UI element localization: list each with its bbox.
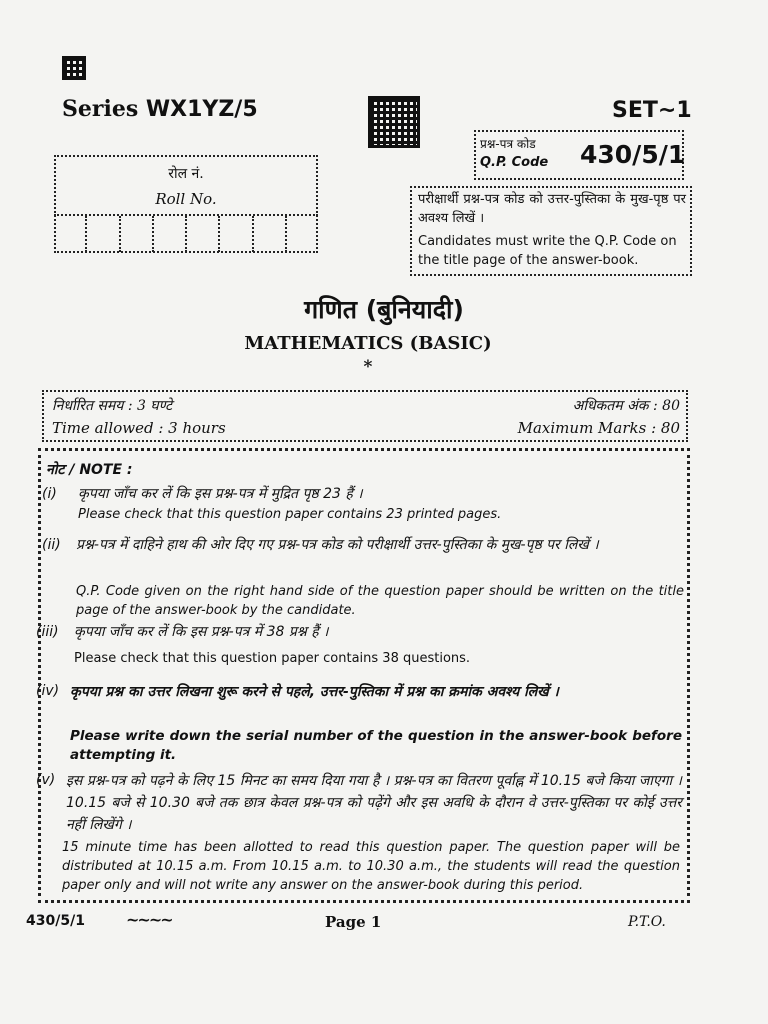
subject-title: MATHEMATICS (BASIC)	[244, 333, 492, 354]
note-text: Please write down the serial number of the question in the answer-book before attempting it.	[70, 728, 682, 763]
series-code: WX1YZ/5	[145, 97, 258, 122]
subject-title-hindi: गणित (बुनियादी)	[304, 295, 464, 324]
roll-label-hindi: रोल नं.	[168, 166, 204, 182]
qr-code	[368, 96, 420, 148]
please-turn-over: P.T.O.	[628, 914, 666, 930]
note-number: (iii)	[36, 624, 59, 640]
roll-cell	[154, 216, 187, 252]
footer-ornament: ~~~~	[126, 910, 172, 929]
qp-code-label: Q.P. Code	[480, 155, 549, 170]
roll-cell	[187, 216, 220, 252]
roll-cell	[287, 216, 318, 252]
roll-cell	[54, 216, 87, 252]
note-number: (iv)	[36, 683, 60, 699]
note-text-hindi: प्रश्न-पत्र में दाहिने हाथ की ओर दिए गए प्रश्न-पत्र कोड को परीक्षार्थी उत्तर-पुस्तिका के मुख-पृष्ठ पर लिखें ।	[76, 537, 599, 553]
qp-code-value: 430/5/1	[580, 140, 686, 169]
maximum-marks-hindi: अधिकतम अंक : 80	[572, 398, 680, 414]
note-text-hindi: कृपया जाँच कर लें कि इस प्रश्न-पत्र में 38 प्रश्न हैं ।	[74, 624, 329, 640]
note-text-hindi: कृपया प्रश्न का उत्तर लिखना शुरू करने से पहले, उत्तर-पुस्तिका में प्रश्न का क्रमांक अवश्य लिखें ।	[70, 684, 559, 700]
note-text-hindi: कृपया जाँच कर लें कि इस प्रश्न-पत्र में मुद्रित पृष्ठ 23 हैं ।	[78, 486, 363, 502]
footer-qp-code: 430/5/1	[26, 913, 85, 929]
series-label: Series	[62, 96, 139, 122]
note-number: (ii)	[42, 537, 61, 553]
note-text: Please check that this question paper contains 38 questions.	[74, 651, 471, 666]
note-text-hindi: इस प्रश्न-पत्र को पढ़ने के लिए 15 मिनट का समय दिया गया है । प्रश्न-पत्र का वितरण पूर्वाह्न में 10.15 बजे किया जाएगा । 10.15 बजे से 10.30 बजे तक छात्र केवल प्रश्न-पत्र को पढ़ेंगे और इस अवधि के दौरान वे उत्तर-पुस्तिका पर कोई उत्तर नहीं लिखेंगे ।	[66, 773, 682, 833]
roll-cell	[254, 216, 287, 252]
roll-number-cells	[54, 214, 318, 252]
small-qr-code	[62, 56, 86, 80]
roll-label: Roll No.	[155, 190, 217, 208]
roll-cell	[220, 216, 253, 252]
note-text: Please check that this question paper contains 23 printed pages.	[78, 507, 502, 522]
roll-cell	[87, 216, 120, 252]
maximum-marks: Maximum Marks : 80	[517, 419, 680, 437]
qp-code-label-hindi: प्रश्न-पत्र कोड	[480, 137, 536, 151]
page-number: Page 1	[325, 913, 382, 931]
candidate-instruction-hindi: परीक्षार्थी प्रश्न-पत्र कोड को उत्तर-पुस्तिका के मुख-पृष्ठ पर अवश्य लिखें ।	[418, 192, 686, 226]
time-allowed-hindi: निर्धारित समय : 3 घण्टे	[52, 398, 173, 414]
roll-cell	[121, 216, 154, 252]
time-allowed: Time allowed : 3 hours	[52, 419, 226, 437]
note-text: Q.P. Code given on the right hand side of the question paper should be written on the title page of the answer-book by the candidate.	[76, 584, 684, 618]
note-number: (v)	[36, 772, 56, 788]
note-text: 15 minute time has been allotted to read this question paper. The question paper will be distributed at 10.15 a.m. From 10.15 a.m. to 10.30 a.m., the students will read the question paper only and will not write any answer on the answer-book during this period.	[62, 840, 680, 893]
set-number: SET~1	[612, 98, 692, 123]
series-line	[62, 96, 258, 122]
candidate-instruction: Candidates must write the Q.P. Code on the title page of the answer-book.	[418, 234, 677, 268]
note-heading: नोट / NOTE :	[46, 462, 133, 478]
note-number: (i)	[42, 486, 57, 502]
title-star: *	[363, 357, 373, 377]
